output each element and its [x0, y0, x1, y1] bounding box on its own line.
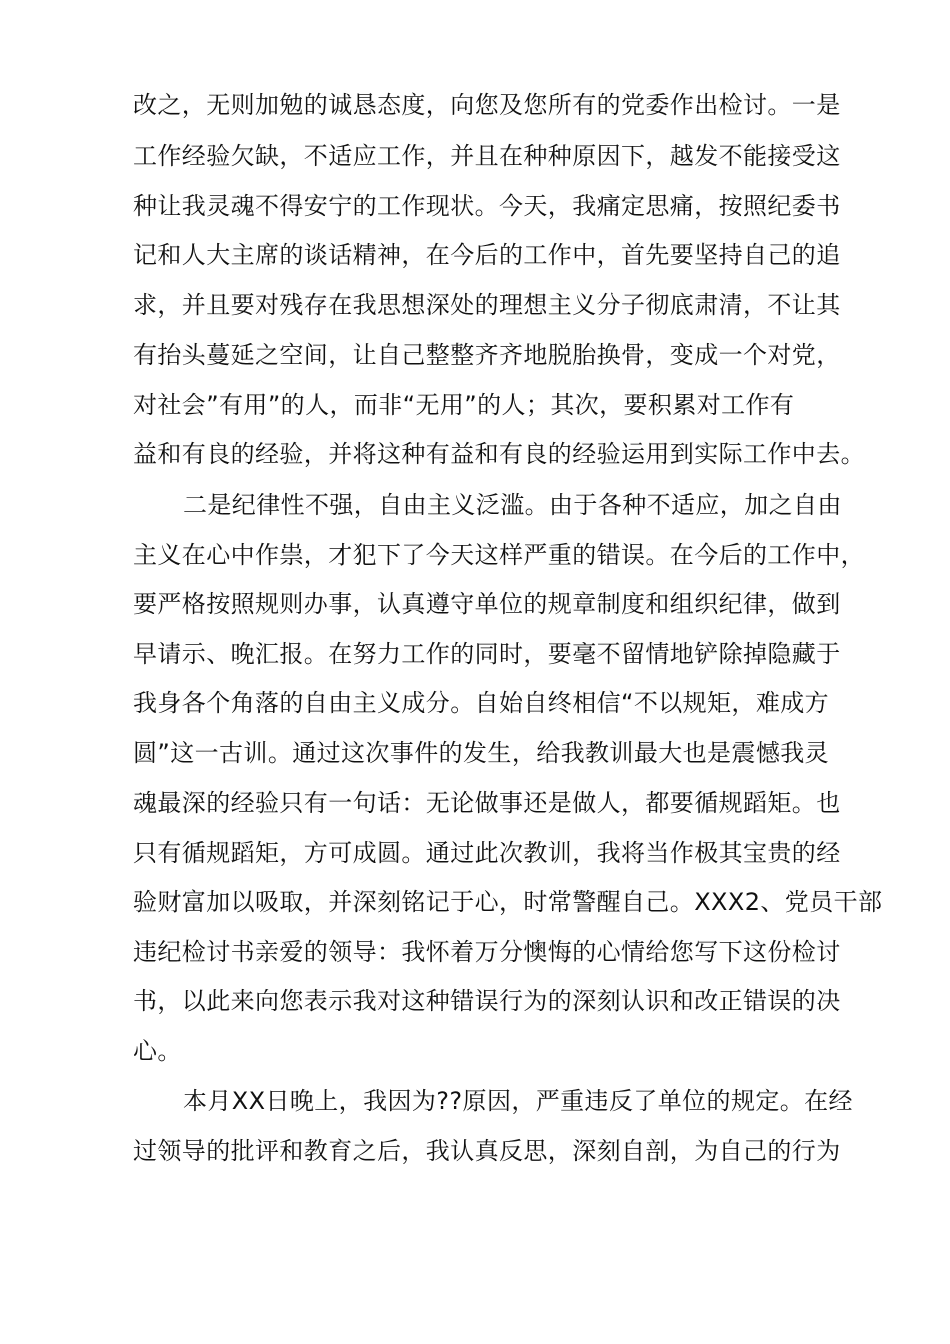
- text-line: 书，以此来向您表示我对这种错误行为的深刻认识和改正错误的决: [133, 987, 841, 1015]
- text-line: 我身各个角落的自由主义成分。自始自终相信“不以规矩，难成方: [133, 689, 830, 717]
- text-line: 求，并且要对残存在我思想深处的理想主义分子彻底肃清，不让其: [133, 291, 841, 319]
- paragraph-start-line: 二是纪律性不强，自由主义泛滥。由于各种不适应，加之自由: [183, 491, 842, 519]
- text-line: 只有循规蹈矩，方可成圆。通过此次教训，我将当作极其宝贵的经: [133, 839, 841, 867]
- text-line: 魂最深的经验只有一句话：无论做事还是做人，都要循规蹈矩。也: [133, 789, 841, 817]
- text-line: 主义在心中作祟，才犯下了今天这样严重的错误。在今后的工作中，: [133, 541, 865, 569]
- text-line: 益和有良的经验，并将这种有益和有良的经验运用到实际工作中去。: [133, 440, 865, 468]
- text-line: 有抬头蔓延之空间，让自己整整齐齐地脱胎换骨，变成一个对党，: [133, 341, 841, 369]
- text-line: 验财富加以吸取，并深刻铭记于心，时常警醒自己。XXX2、党员干部: [133, 888, 883, 916]
- text-line: 对社会”有用”的人，而非“无用”的人；其次，要积累对工作有: [133, 391, 795, 419]
- text-line: 要严格按照规则办事，认真遵守单位的规章制度和组织纪律，做到: [133, 590, 841, 618]
- text-line: 违纪检讨书亲爱的领导：我怀着万分懊悔的心情给您写下这份检讨: [133, 938, 841, 966]
- text-line: 改之，无则加勉的诚恳态度，向您及您所有的党委作出检讨。一是: [133, 91, 841, 119]
- text-line: 圆”这一古训。通过这次事件的发生，给我教训最大也是震憾我灵: [133, 739, 830, 767]
- text-line: 记和人大主席的谈话精神，在今后的工作中，首先要坚持自己的追: [133, 241, 841, 269]
- text-line: 过领导的批评和教育之后，我认真反思，深刻自剖，为自己的行为: [133, 1137, 841, 1165]
- text-line: 工作经验欠缺，不适应工作，并且在种种原因下，越发不能接受这: [133, 142, 841, 170]
- text-line: 种让我灵魂不得安宁的工作现状。今天，我痛定思痛，按照纪委书: [133, 192, 841, 220]
- text-line: 早请示、晚汇报。在努力工作的同时，要毫不留情地铲除掉隐藏于: [133, 640, 841, 668]
- text-line: 心。: [133, 1037, 182, 1065]
- paragraph-start-line: 本月XX日晚上，我因为??原因，严重违反了单位的规定。在经: [183, 1087, 853, 1115]
